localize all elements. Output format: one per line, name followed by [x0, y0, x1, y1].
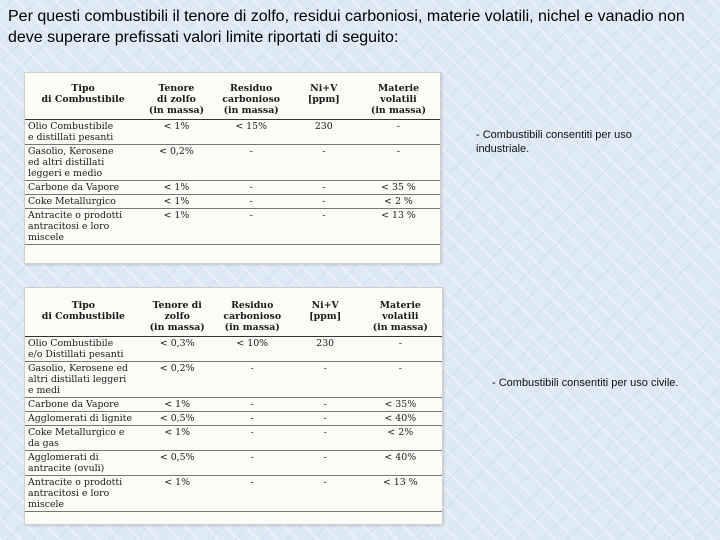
volatile-matter-cell: < 35% [359, 398, 442, 412]
fuel-type-cell: Agglomerati di lignite [25, 412, 142, 426]
nickel-vanadium-cell: - [292, 476, 359, 512]
sulfur-cell: < 1% [141, 195, 212, 209]
nickel-vanadium-cell: - [292, 412, 359, 426]
header-carbon-residue: Residuo carbonioso (in massa) [212, 77, 291, 120]
table-row [25, 195, 440, 209]
sulfur-cell: < 1% [142, 426, 213, 451]
fuel-type-cell: Carbone da Vapore [25, 181, 141, 195]
sulfur-cell: < 0,3% [142, 337, 213, 362]
fuel-type-cell: Coke Metallurgico e da gas [25, 426, 142, 451]
header-sulfur: Tenore di zolfo (in massa) [142, 294, 213, 337]
nickel-vanadium-cell: 230 [291, 120, 357, 145]
sulfur-cell: < 1% [141, 120, 212, 145]
industrial-fuel-table-image [24, 72, 441, 264]
header-fuel-type: Tipo di Combustibile [25, 294, 142, 337]
table-row [25, 398, 442, 412]
table-row [25, 145, 440, 181]
volatile-matter-cell: - [359, 337, 442, 362]
volatile-matter-cell: - [357, 145, 440, 181]
table-header-row [25, 294, 442, 337]
sulfur-cell: < 0,5% [142, 451, 213, 476]
sulfur-cell: < 0,2% [141, 145, 212, 181]
nickel-vanadium-cell: 230 [292, 337, 359, 362]
table-row [25, 209, 440, 245]
nickel-vanadium-cell: - [292, 362, 359, 398]
volatile-matter-cell: < 2 % [357, 195, 440, 209]
carbon-residue-cell: - [213, 398, 292, 412]
header-carbon-residue: Residuo carbonioso (in massa) [213, 294, 292, 337]
volatile-matter-cell: - [357, 120, 440, 145]
carbon-residue-cell: - [212, 145, 291, 181]
nickel-vanadium-cell: - [291, 209, 357, 245]
fuel-type-cell: Carbone da Vapore [25, 398, 142, 412]
sulfur-cell: < 1% [141, 181, 212, 195]
table-row [25, 412, 442, 426]
fuel-type-cell: Agglomerati di antracite (ovuli) [25, 451, 142, 476]
sulfur-cell: < 1% [142, 398, 213, 412]
header-volatile-matter: Materie volatili (in massa) [359, 294, 442, 337]
sulfur-cell: < 0,2% [142, 362, 213, 398]
carbon-residue-cell: - [213, 451, 292, 476]
nickel-vanadium-cell: - [291, 145, 357, 181]
table-row [25, 181, 440, 195]
volatile-matter-cell: < 13 % [359, 476, 442, 512]
fuel-type-cell: Olio Combustibile e distillati pesanti [25, 120, 141, 145]
civil-fuel-table-image [24, 287, 443, 525]
industrial-fuel-table [25, 77, 440, 245]
header-nickel-vanadium: Ni+V [ppm] [292, 294, 359, 337]
table-row [25, 362, 442, 398]
volatile-matter-cell: < 35 % [357, 181, 440, 195]
table-row [25, 337, 442, 362]
fuel-type-cell: Antracite o prodotti antracitosi e loro miscele [25, 476, 142, 512]
table-row [25, 426, 442, 451]
page-heading: Per questi combustibili il tenore di zolfo, residui carboniosi, materie volatili, nichel e vanadio non deve superare prefissati valori limite riportati di seguito: [8, 8, 685, 46]
carbon-residue-cell: - [213, 362, 292, 398]
nickel-vanadium-cell: - [292, 398, 359, 412]
fuel-type-cell: Antracite o prodotti antracitosi e loro miscele [25, 209, 141, 245]
sulfur-cell: < 1% [141, 209, 212, 245]
volatile-matter-cell: < 13 % [357, 209, 440, 245]
fuel-type-cell: Coke Metallurgico [25, 195, 141, 209]
table-row [25, 120, 440, 145]
header-volatile-matter: Materie volatili (in massa) [357, 77, 440, 120]
carbon-residue-cell: - [212, 181, 291, 195]
civil-fuel-table [25, 294, 442, 512]
carbon-residue-cell: - [213, 426, 292, 451]
header-fuel-type: Tipo di Combustibile [25, 77, 141, 120]
carbon-residue-cell: - [213, 476, 292, 512]
header-nickel-vanadium: Ni+V [ppm] [291, 77, 357, 120]
carbon-residue-cell: < 10% [213, 337, 292, 362]
nickel-vanadium-cell: - [291, 195, 357, 209]
table-row [25, 451, 442, 476]
sulfur-cell: < 1% [142, 476, 213, 512]
nickel-vanadium-cell: - [292, 451, 359, 476]
sulfur-cell: < 0,5% [142, 412, 213, 426]
volatile-matter-cell: < 40% [359, 412, 442, 426]
fuel-type-cell: Olio Combustibile e/o Distillati pesanti [25, 337, 142, 362]
table-header-row [25, 77, 440, 120]
table-row [25, 476, 442, 512]
carbon-residue-cell: - [212, 195, 291, 209]
carbon-residue-cell: - [212, 209, 291, 245]
civil-use-note: - Combustibili consentiti per uso civile. [492, 377, 679, 389]
fuel-type-cell: Gasolio, Kerosene ed altri distillati leggeri e medio [25, 145, 141, 181]
industrial-use-note: - Combustibili consentiti per uso industriale. [476, 129, 632, 155]
volatile-matter-cell: < 40% [359, 451, 442, 476]
volatile-matter-cell: < 2% [359, 426, 442, 451]
nickel-vanadium-cell: - [291, 181, 357, 195]
carbon-residue-cell: - [213, 412, 292, 426]
nickel-vanadium-cell: - [292, 426, 359, 451]
header-sulfur: Tenore di zolfo (in massa) [141, 77, 212, 120]
volatile-matter-cell: - [359, 362, 442, 398]
fuel-type-cell: Gasolio, Kerosene ed altri distillati leggeri e medi [25, 362, 142, 398]
carbon-residue-cell: < 15% [212, 120, 291, 145]
